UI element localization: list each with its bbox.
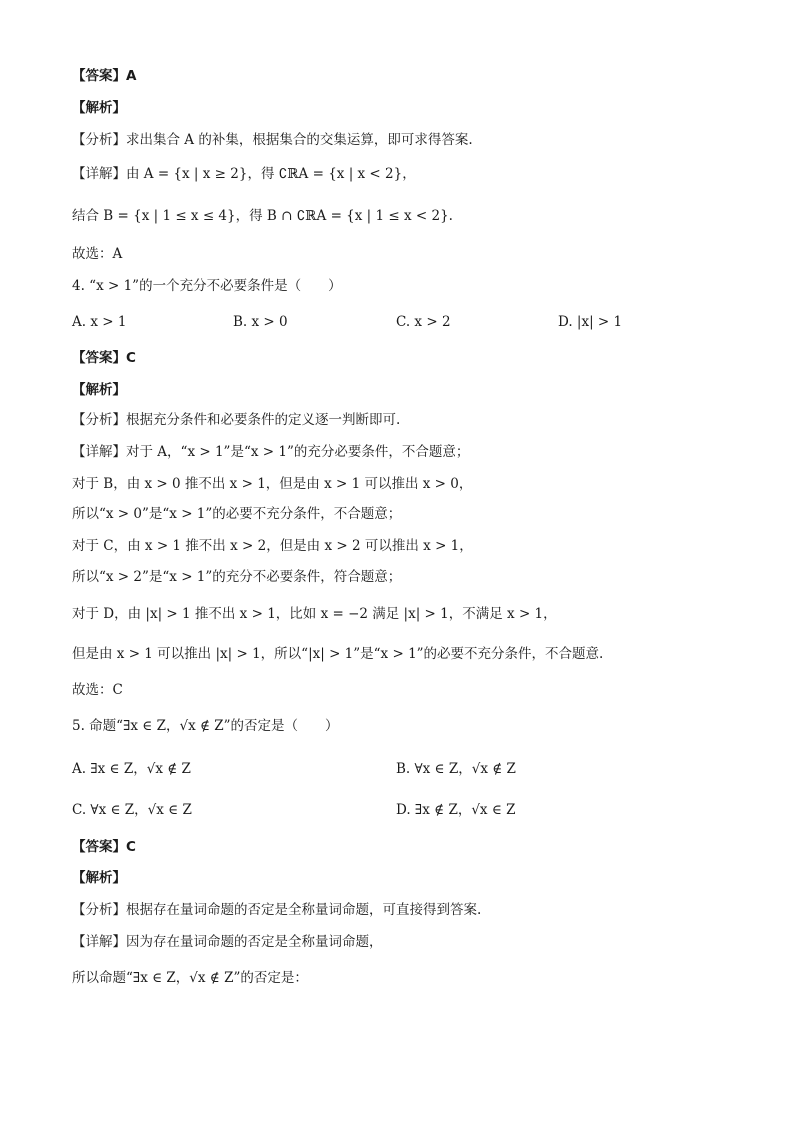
q4-detail-line: 对于 D，由 |x| > 1 推不出 x > 1，比如 x = −2 满足 |x| > 1，不满足 x > 1，: [72, 606, 557, 622]
q5-detail-2: 所以命题“∃x ∈ Z，√x ∉ Z”的否定是：: [72, 970, 308, 986]
q4-option-d: D. |x| > 1: [558, 314, 623, 330]
q4-detail-line: 对于 C，由 x > 1 推不出 x > 2，但是由 x > 2 可以推出 x > 1，: [72, 538, 473, 554]
q4-choose: 故选：C: [72, 682, 123, 698]
q3-detail-1: 【详解】由 A = {x | x ≥ 2}，得 ∁ℝA = {x | x < 2}，: [72, 166, 416, 182]
q4-analysis-title: 【解析】: [72, 382, 126, 398]
q3-fenxi: 【分析】求出集合 A 的补集，根据集合的交集运算，即可求得答案.: [72, 132, 473, 148]
q5-option-b: B. ∀x ∈ Z，√x ∉ Z: [396, 761, 516, 777]
q3-analysis-title: 【解析】: [72, 100, 126, 116]
q5-analysis-title: 【解析】: [72, 870, 126, 886]
q4-stem: 4. “x > 1”的一个充分不必要条件是（ ）: [72, 278, 342, 294]
q5-fenxi: 【分析】根据存在量词命题的否定是全称量词命题，可直接得到答案.: [72, 902, 482, 918]
q4-detail-line: 对于 B，由 x > 0 推不出 x > 1，但是由 x > 1 可以推出 x > 0，: [72, 476, 473, 492]
q3-choose: 故选：A: [72, 246, 123, 262]
q4-detail-line: 所以“x > 2”是“x > 1”的充分不必要条件，符合题意；: [72, 569, 402, 585]
q4-detail-line: 但是由 x > 1 可以推出 |x| > 1，所以“|x| > 1”是“x > 1”的必要不充分条件，不合题意.: [72, 646, 604, 662]
q3-detail-2: 结合 B = {x | 1 ≤ x ≤ 4}，得 B ∩ ∁ℝA = {x | 1 ≤ x < 2}.: [72, 208, 453, 224]
q5-detail-1: 【详解】因为存在量词命题的否定是全称量词命题，: [72, 934, 383, 950]
q5-option-c: C. ∀x ∈ Z，√x ∈ Z: [72, 802, 192, 818]
q5-option-d: D. ∃x ∉ Z，√x ∈ Z: [396, 802, 516, 818]
q4-detail-line: 【详解】对于 A，“x > 1”是“x > 1”的充分必要条件，不合题意；: [72, 444, 470, 460]
q4-fenxi: 【分析】根据充分条件和必要条件的定义逐一判断即可.: [72, 412, 401, 428]
q3-answer: 【答案】A: [72, 68, 137, 84]
q4-answer: 【答案】C: [72, 350, 136, 366]
q4-option-c: C. x > 2: [396, 314, 451, 330]
q5-answer: 【答案】C: [72, 839, 136, 855]
q5-option-a: A. ∃x ∈ Z，√x ∉ Z: [72, 761, 191, 777]
q4-detail-line: 所以“x > 0”是“x > 1”的必要不充分条件，不合题意；: [72, 506, 402, 522]
q4-option-b: B. x > 0: [233, 314, 288, 330]
q4-option-a: A. x > 1: [72, 314, 127, 330]
q5-stem: 5. 命题“∃x ∈ Z，√x ∉ Z”的否定是（ ）: [72, 718, 339, 734]
